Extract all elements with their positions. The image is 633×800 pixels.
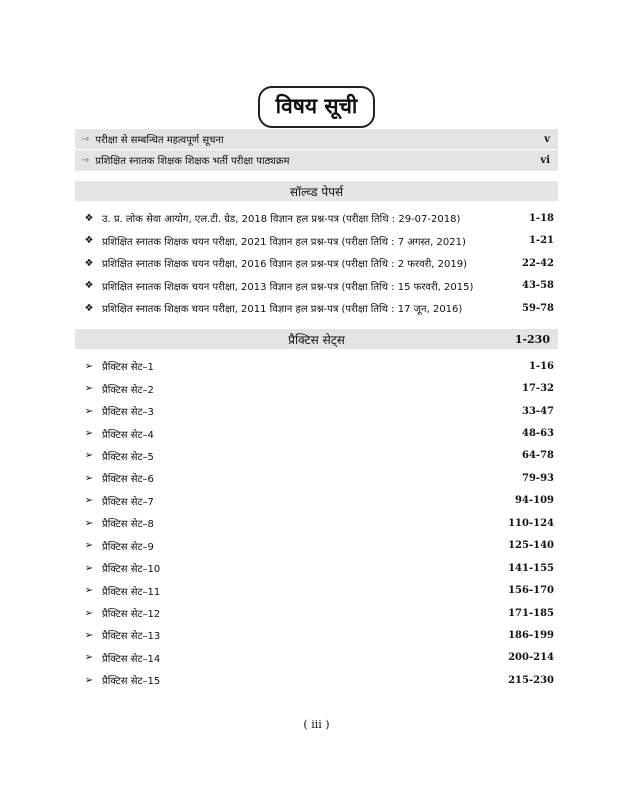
list-item[interactable] (84, 275, 554, 298)
item-page: 43-58 (522, 280, 554, 292)
item-page: 200-214 (508, 652, 554, 664)
list-item[interactable] (84, 297, 554, 320)
item-label: प्रैक्टिस सेट–4 (102, 429, 154, 441)
arrowhead-bullet-icon: ➢ (84, 540, 94, 552)
item-page: 79-93 (522, 472, 554, 484)
list-item[interactable] (84, 535, 554, 557)
item-label: उ. प्र. लोक सेवा आयोग, एल.टी. ग्रेड, 2018 विज्ञान हल प्रश्न-पत्र (परीक्षा तिथि : 29-07-2018) (102, 214, 461, 226)
item-page: 1-16 (528, 360, 554, 372)
item-page: 59-78 (522, 302, 554, 314)
list-item[interactable] (84, 422, 554, 444)
item-label: प्रैक्टिस सेट–14 (102, 653, 161, 665)
item-page: 22-42 (522, 257, 554, 269)
item-page: 156-170 (508, 585, 554, 597)
list-item[interactable] (84, 669, 554, 691)
item-label: प्रैक्टिस सेट–13 (102, 631, 161, 643)
item-page: 94-109 (515, 495, 554, 507)
arrowhead-bullet-icon: ➢ (84, 472, 94, 484)
item-page: 64-78 (522, 450, 554, 462)
intro-label: प्रशिक्षित स्नातक शिक्षक शिक्षक भर्ती परीक्षा पाठ्यक्रम (95, 156, 290, 167)
intro-row[interactable] (75, 129, 558, 149)
arrowhead-bullet-icon: ➢ (84, 562, 94, 574)
item-page: 33-47 (522, 405, 554, 417)
list-item[interactable] (84, 355, 554, 377)
item-label: प्रशिक्षित स्नातक शिक्षक चयन परीक्षा, 2013 विज्ञान हल प्रश्न-पत्र (परीक्षा तिथि : 15 फरवरी, 2015) (102, 281, 474, 293)
item-label: प्रैक्टिस सेट–12 (102, 609, 161, 621)
item-label: प्रैक्टिस सेट–7 (102, 496, 154, 508)
item-page: 1-18 (528, 212, 554, 224)
arrowhead-bullet-icon: ➢ (84, 674, 94, 686)
item-page: 17-32 (522, 383, 554, 395)
list-item[interactable] (84, 400, 554, 422)
solved-papers-heading (75, 181, 558, 201)
item-page: 125-140 (508, 540, 554, 552)
item-label: प्रैक्टिस सेट–15 (102, 676, 161, 688)
list-item[interactable] (84, 579, 554, 601)
intro-page: v (544, 133, 550, 145)
page-number: ( iii ) (303, 718, 330, 731)
item-label: प्रैक्टिस सेट–2 (102, 384, 154, 396)
list-item[interactable] (84, 230, 554, 253)
practice-sets-heading (75, 329, 558, 349)
item-label: प्रैक्टिस सेट–6 (102, 474, 154, 486)
list-item[interactable] (84, 467, 554, 489)
diamond-bullet-icon: ❖ (84, 257, 94, 269)
arrow-right-icon: → (81, 133, 90, 145)
list-item[interactable] (84, 490, 554, 512)
diamond-bullet-icon: ❖ (84, 280, 94, 292)
arrowhead-bullet-icon: ➢ (84, 517, 94, 529)
intro-band (75, 129, 558, 171)
item-label: प्रैक्टिस सेट–8 (102, 519, 154, 531)
arrowhead-bullet-icon: ➢ (84, 652, 94, 664)
practice-sets-list (84, 355, 554, 692)
arrowhead-bullet-icon: ➢ (84, 607, 94, 619)
list-item[interactable] (84, 602, 554, 624)
intro-row[interactable] (75, 149, 558, 170)
item-page: 1-21 (528, 235, 554, 247)
diamond-bullet-icon: ❖ (84, 212, 94, 224)
arrowhead-bullet-icon: ➢ (84, 360, 94, 372)
practice-heading-label: प्रैक्टिस सेट्स (288, 332, 345, 347)
item-page: 110-124 (508, 517, 554, 529)
item-label: प्रशिक्षित स्नातक शिक्षक चयन परीक्षा, 2011 विज्ञान हल प्रश्न-पत्र (परीक्षा तिथि : 17 जून, 2016) (102, 304, 463, 316)
item-page: 186-199 (508, 629, 554, 641)
list-item[interactable] (84, 557, 554, 579)
solved-papers-list (84, 207, 554, 320)
item-label: प्रैक्टिस सेट–5 (102, 451, 154, 463)
list-item[interactable] (84, 445, 554, 467)
item-label: प्रैक्टिस सेट–11 (102, 586, 161, 598)
arrow-right-icon: → (81, 154, 90, 166)
item-label: प्रैक्टिस सेट–3 (102, 407, 154, 419)
item-label: प्रशिक्षित स्नातक शिक्षक चयन परीक्षा, 2021 विज्ञान हल प्रश्न-पत्र (परीक्षा तिथि : 7 अगस्त, 2021) (102, 236, 466, 248)
list-item[interactable] (84, 207, 554, 230)
solved-heading-label: सॉल्व्ड पेपर्स (289, 184, 344, 199)
page-title: विषय सूची (258, 86, 376, 128)
list-item[interactable] (84, 252, 554, 275)
title-wrap (0, 86, 633, 128)
item-label: प्रैक्टिस सेट–10 (102, 564, 161, 576)
item-page: 141-155 (508, 562, 554, 574)
arrowhead-bullet-icon: ➢ (84, 495, 94, 507)
arrowhead-bullet-icon: ➢ (84, 450, 94, 462)
list-item[interactable] (84, 647, 554, 669)
practice-range: 1-230 (514, 332, 550, 346)
item-label: प्रैक्टिस सेट–1 (102, 362, 154, 374)
item-page: 171-185 (508, 607, 554, 619)
list-item[interactable] (84, 624, 554, 646)
arrowhead-bullet-icon: ➢ (84, 629, 94, 641)
item-page: 48-63 (522, 428, 554, 440)
arrowhead-bullet-icon: ➢ (84, 585, 94, 597)
diamond-bullet-icon: ❖ (84, 235, 94, 247)
item-label: प्रशिक्षित स्नातक शिक्षक चयन परीक्षा, 2016 विज्ञान हल प्रश्न-पत्र (परीक्षा तिथि : 2 फरवरी, 2019) (102, 259, 468, 271)
arrowhead-bullet-icon: ➢ (84, 405, 94, 417)
arrowhead-bullet-icon: ➢ (84, 428, 94, 440)
list-item[interactable] (84, 377, 554, 399)
item-label: प्रैक्टिस सेट–9 (102, 541, 154, 553)
intro-page: vi (540, 154, 550, 166)
item-page: 215-230 (508, 674, 554, 686)
diamond-bullet-icon: ❖ (84, 302, 94, 314)
intro-label: परीक्षा से सम्बन्धित महत्वपूर्ण सूचना (95, 135, 224, 146)
list-item[interactable] (84, 512, 554, 534)
arrowhead-bullet-icon: ➢ (84, 383, 94, 395)
